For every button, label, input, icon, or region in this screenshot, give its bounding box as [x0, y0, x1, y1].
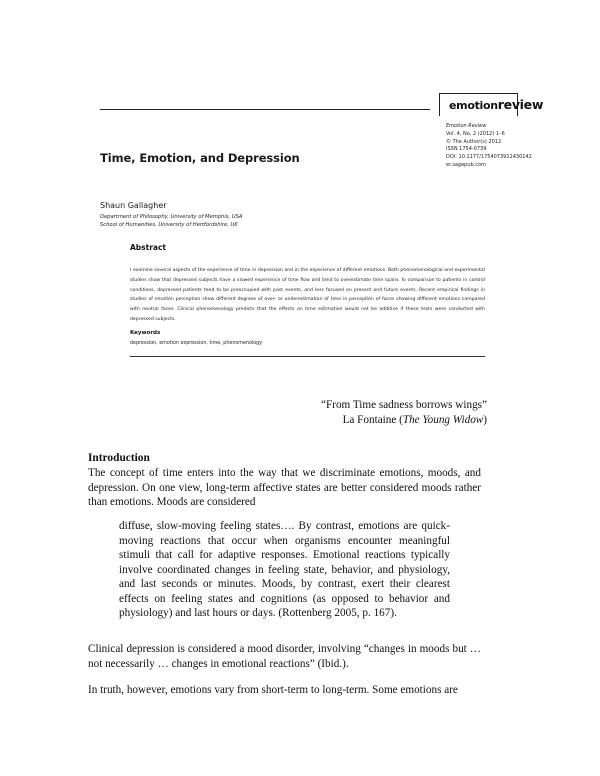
abstract-heading: Abstract [130, 243, 167, 252]
journal-volume: Vol. 4, No. 2 (2012) 1–6 [446, 130, 505, 137]
keywords-text: depression, emotion expression, time, phenomenology [130, 341, 263, 346]
journal-logo: emotionreview [449, 97, 544, 112]
block-quote: diffuse, slow-moving feeling states…. By contrast, emotions are quick-moving reactions that occur when organisms encounter meaningful stimuli that call for adaptive responses. Emotional reactions typically involve coordinated changes in feeling state, behavior, and physiology, and last seconds or minutes. Moods, by contrast, exert their clearest effects on feeling states and cognitions (as opposed to behavior and physiology) and last hours or days. (Rottenberg 2005, p. 167). [119, 520, 450, 619]
epigraph-attribution: La Fontaine (The Young Widow) [342, 414, 487, 426]
abstract-text: I examine several aspects of the experience of time in depression and in the experience of different emotions. Both phenomenological and experimental studies show that depressed subjects have a slowed experience of time flow and tend to overestimate time spans. In comparison to patients in control conditions, depressed patients tend to be preoccupied with past events, and less focused on present and future events. Recent empirical findings in studies of emotion perception show different degrees of over- or underestimation of time in perception of faces showing different emotions compared with neutral faces. Clinical phenomenology predicts that the effects on time estimation would not be additive if these tests were conducted with depressed subjects. [130, 268, 485, 322]
author-affiliations [100, 213, 242, 229]
header-rule [100, 109, 430, 110]
body-paragraph: Clinical depression is considered a mood disorder, involving “changes in moods but … not necessarily … changes in emotional reactions” (Ibid.). [88, 643, 481, 670]
journal-copyright: © The Author(s) 2012 [446, 138, 502, 145]
affiliation: Department of Philosophy, University of Memphis, USA [100, 214, 243, 220]
body-paragraph: In truth, however, emotions vary from short-term to long-term. Some emotions are [88, 684, 458, 696]
abstract-divider [130, 356, 485, 357]
journal-doi: DOI: 10.1177/1754073911430142 [446, 154, 532, 161]
author-name: Shaun Gallagher [100, 201, 167, 210]
journal-meta [446, 123, 532, 170]
affiliation: School of Humanities, University of Hertfordshire, UK [100, 222, 238, 228]
section-heading-introduction: Introduction [88, 452, 150, 464]
journal-name: Emotion Review [446, 123, 487, 129]
body-paragraph: The concept of time enters into the way that we discriminate emotions, moods, and depression. On one view, long-term affective states are better considered moods rather than emotions. Moods are considered [88, 467, 481, 508]
journal-issn: ISSN 1754-0739 [446, 146, 487, 153]
article-title: Time, Emotion, and Depression [100, 151, 300, 165]
epigraph [321, 398, 487, 428]
keywords-heading: Keywords [130, 330, 161, 336]
journal-url: er.sagepub.com [446, 161, 486, 168]
epigraph-quote: “From Time sadness borrows wings” [321, 399, 487, 411]
epigraph-work-title: The Young Widow [402, 414, 484, 426]
